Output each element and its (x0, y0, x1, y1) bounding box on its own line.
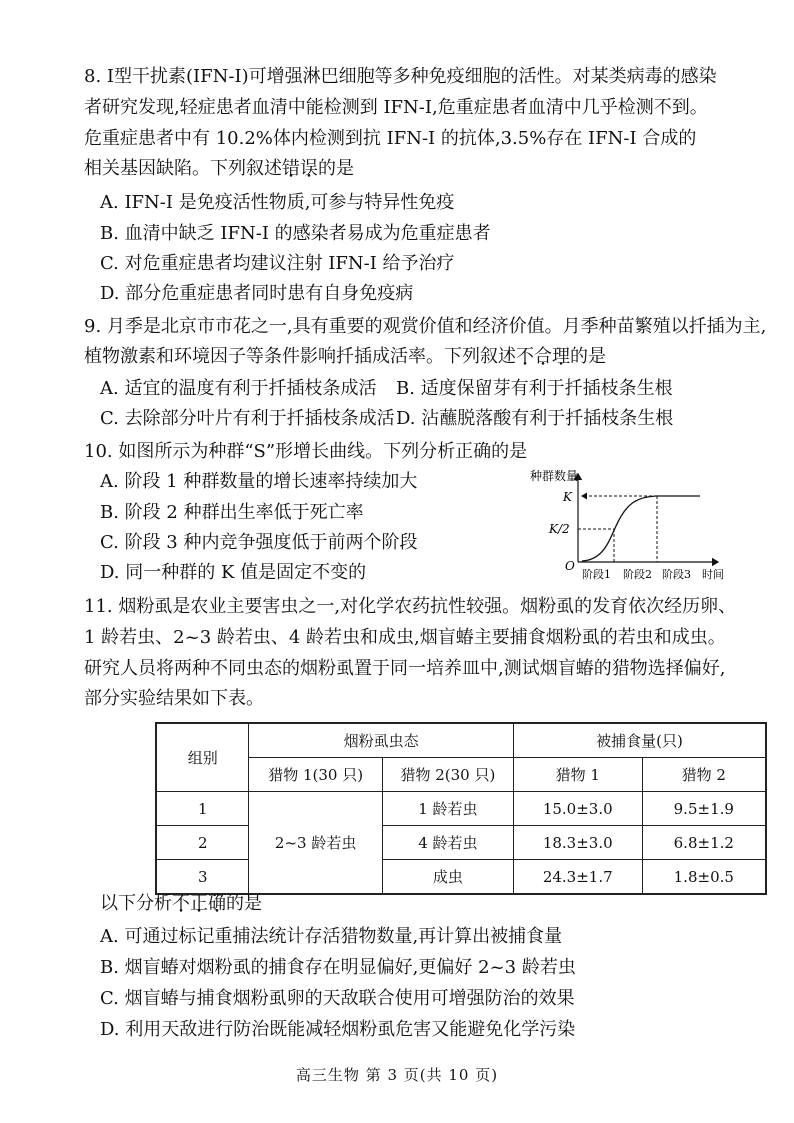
q10-option-d: D. 同一种群的 K 值是固定不变的 (100, 562, 367, 583)
q11-emphasis-char-1: 不 (172, 893, 190, 914)
q8-emphasis-char-1: 错 (282, 158, 300, 179)
q11-option-c: C. 烟盲蝽与捕食烟粉虱卵的天敌联合使用可增强防治的效果 (100, 988, 575, 1009)
cell-group: 2 (156, 826, 249, 860)
stage3-label: 阶段3 (662, 568, 691, 581)
cell-prey1-shared: 2~3 龄若虫 (249, 792, 382, 895)
q8-stem-line1: 8. Ⅰ型干扰素(IFN-Ⅰ)可增强淋巴细胞等多种免疫细胞的活性。对某类病毒的感染 (84, 66, 717, 87)
q9-option-b: B. 适度保留芽有利于扦插枝条生根 (396, 378, 673, 399)
table-row (156, 826, 766, 860)
q8-option-a: A. IFN-Ⅰ 是免疫活性物质,可参与特异性免疫 (100, 192, 455, 213)
cell-eaten2: 6.8±1.2 (642, 826, 766, 860)
origin-label: O (565, 559, 575, 573)
cell-prey2: 1 龄若虫 (382, 792, 513, 826)
s-curve-figure (510, 466, 740, 584)
q9-stem-line2 (84, 346, 606, 368)
q8-option-c: C. 对危重症患者均建议注射 IFN-Ⅰ 给予治疗 (100, 253, 455, 274)
q9-option-d: D. 沾蘸脱落酸有利于扦插枝条生根 (396, 408, 674, 429)
q9-options-row2 (100, 408, 674, 430)
q11-stem-line2: 1 龄若虫、2~3 龄若虫、4 龄若虫和成虫,烟盲蝽主要捕食烟粉虱的若虫和成虫。 (84, 627, 726, 648)
q11-emphasis-char-3: 确 (208, 893, 226, 914)
cell-eaten1: 15.0±3.0 (513, 792, 642, 826)
q9-options-row1 (100, 378, 673, 400)
q11-stem-line1: 11. 烟粉虱是农业主要害虫之一,对化学农药抗性较强。烟粉虱的发育依次经历卵、 (84, 596, 737, 617)
q8-stem-line3: 危重症患者中有 10.2%体内检测到抗 IFN-Ⅰ 的抗体,3.5%存在 IFN-Ⅰ 合成的 (84, 128, 697, 149)
k-half-label: K/2 (549, 522, 570, 536)
header-prey1: 猎物 1(30 只) (249, 758, 382, 792)
cell-prey2: 成虫 (382, 860, 513, 895)
cell-prey2: 4 龄若虫 (382, 826, 513, 860)
q11-stem-line3: 研究人员将两种不同虫态的烟粉虱置于同一培养皿中,测试烟盲蝽的猎物选择偏好, (84, 658, 726, 679)
y-axis-label: 种群数量 (530, 469, 579, 483)
table-row (156, 792, 766, 826)
stage1-label: 阶段1 (582, 568, 611, 581)
q11-stem-line4: 部分实验结果如下表。 (84, 688, 264, 709)
cell-eaten1: 18.3±3.0 (513, 826, 642, 860)
q11-sub-pre: 以下分析 (100, 893, 172, 914)
q11-option-a: A. 可通过标记重捕法统计存活猎物数量,再计算出被捕食量 (100, 926, 563, 947)
q10-stem: 10. 如图所示为种群“S”形增长曲线。下列分析正确的是 (84, 441, 528, 462)
q11-sub-question (100, 893, 262, 915)
q9-emphasis-char-3: 理 (552, 346, 570, 367)
q9-stem-line2-post: 的是 (570, 346, 606, 367)
header-stage: 烟粉虱虫态 (249, 723, 513, 758)
cell-group: 1 (156, 792, 249, 826)
q9-stem-line2-pre: 植物激素和环境因子等条件影响扦插成活率。下列叙述 (84, 346, 516, 367)
header-group: 组别 (156, 723, 249, 792)
x-axis-label: 时间 (702, 568, 724, 581)
q8-stem-line2: 者研究发现,轻症患者血清中能检测到 IFN-Ⅰ,危重症患者血清中几乎检测不到。 (84, 97, 708, 118)
q11-option-d: D. 利用天敌进行防治既能减轻烟粉虱危害又能避免化学污染 (100, 1019, 576, 1040)
q11-option-b: B. 烟盲蝽对烟粉虱的捕食存在明显偏好,更偏好 2~3 龄若虫 (100, 957, 576, 978)
q10-option-c: C. 阶段 3 种内竞争强度低于前两个阶段 (100, 532, 418, 553)
header-eaten-prey1: 猎物 1 (513, 758, 642, 792)
q8-stem-line4-pre: 相关基因缺陷。下列叙述 (84, 158, 282, 179)
q9-emphasis-char-1: 不 (516, 346, 534, 367)
page-footer: 高三生物 第 3 页(共 10 页) (295, 1066, 499, 1084)
q8-emphasis-char-2: 误 (300, 158, 318, 179)
cell-group: 3 (156, 860, 249, 895)
q8-stem-line4-post: 的是 (318, 158, 354, 179)
q9-emphasis-char-2: 合 (534, 346, 552, 367)
cell-eaten2: 9.5±1.9 (642, 792, 766, 826)
prey-preference-table (155, 722, 767, 895)
q8-option-d: D. 部分危重症患者同时患有自身免疫病 (100, 283, 414, 304)
stage2-label: 阶段2 (623, 568, 652, 581)
header-prey2: 猎物 2(30 只) (382, 758, 513, 792)
q10-option-b: B. 阶段 2 种群出生率低于死亡率 (100, 502, 364, 523)
cell-eaten2: 1.8±0.5 (642, 860, 766, 895)
q9-stem-line1: 9. 月季是北京市市花之一,具有重要的观赏价值和经济价值。月季种苗繁殖以扦插为主, (84, 316, 767, 337)
q8-option-b: B. 血清中缺乏 IFN-Ⅰ 的感染者易成为危重症患者 (100, 223, 491, 244)
header-eaten: 被捕食量(只) (513, 723, 766, 758)
q9-option-a: A. 适宜的温度有利于扦插枝条成活 (100, 378, 377, 399)
q11-sub-post: 的是 (226, 893, 262, 914)
q11-emphasis-char-2: 正 (190, 893, 208, 914)
q10-option-a: A. 阶段 1 种群数量的增长速率持续加大 (100, 471, 418, 492)
k-label: K (563, 490, 572, 504)
cell-eaten1: 24.3±1.7 (513, 860, 642, 895)
header-eaten-prey2: 猎物 2 (642, 758, 766, 792)
q8-stem-line4 (84, 158, 354, 180)
q9-option-c: C. 去除部分叶片有利于扦插枝条成活 (100, 408, 395, 429)
table-row (156, 860, 766, 895)
